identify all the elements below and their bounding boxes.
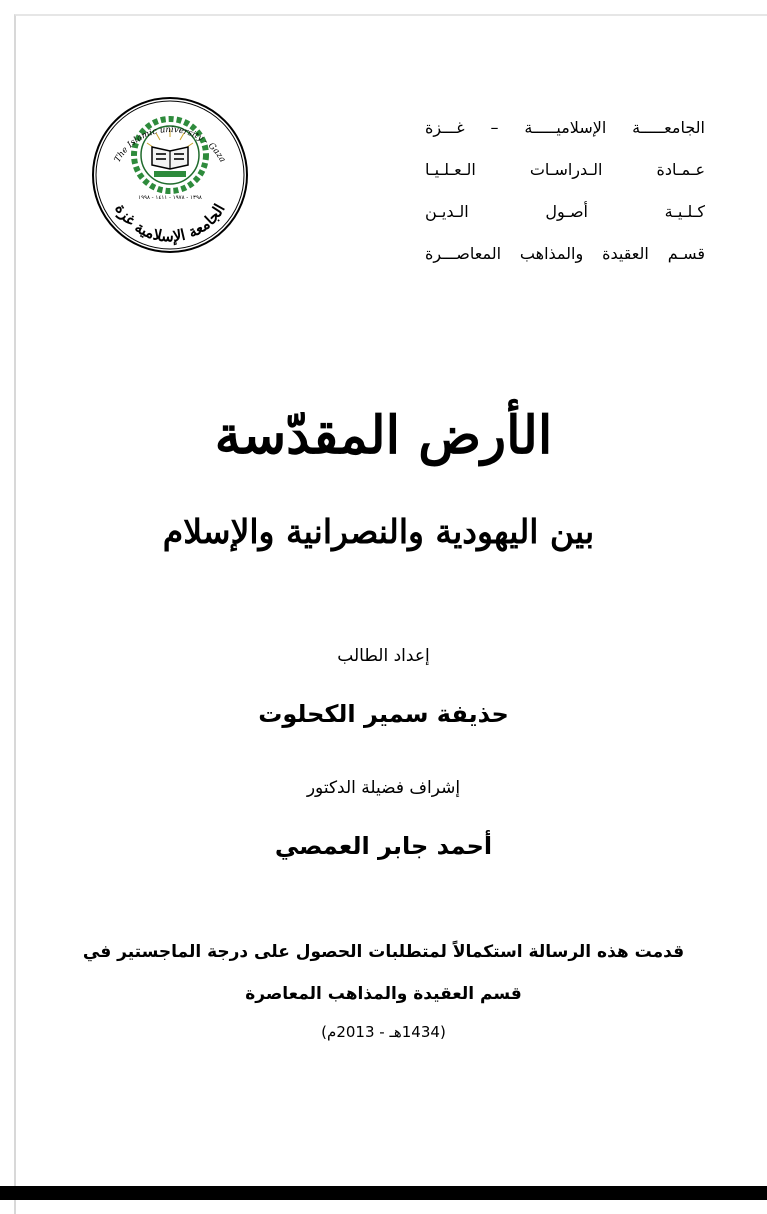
thesis-subtitle: بين اليهودية والنصرانية والإسلام — [162, 512, 595, 551]
university-logo — [90, 95, 250, 255]
submission-date: (1434هـ - 2013م) — [321, 1023, 446, 1041]
bottom-border — [0, 1186, 767, 1200]
svg-text:الجامعة الإسلامية غزة — [111, 201, 228, 246]
faculty-line: كـلـيـة أصـول الـديـن — [425, 202, 705, 221]
submission-line-1: قدمت هذه الرسالة استكمالاً لمتطلبات الحصول على درجة الماجستير في — [82, 942, 685, 962]
student-name: حذيفة سمير الكحلوت — [258, 700, 509, 728]
university-seal-icon — [90, 95, 250, 255]
seal-arabic-text: الجامعة الإسلامية غزة — [111, 200, 229, 246]
header-block — [425, 120, 705, 267]
supervisor-name: أحمد جابر العمصي — [274, 832, 493, 860]
submission-line-2: قسم العقيدة والمذاهب المعاصرة — [245, 984, 522, 1004]
deanship-line: عـمـادة الـدراسـات الـعـلـيـا — [425, 160, 705, 179]
seal-english-text: The Islamic university - Gaza — [112, 124, 228, 165]
supervisor-label: إشراف فضيلة الدكتور — [306, 778, 461, 798]
thesis-title: الأرض المقدّسة — [214, 405, 553, 466]
university-line: الجامعـــــة الإسلاميـــــة – غـــزة — [425, 118, 705, 137]
department-line: قسـم العقيدة والمذاهب المعاصـــرة — [425, 244, 705, 263]
seal-years: ١٣٩٨ - ١٩٧٨ - ١٤١١ - ١٩٩٨ — [138, 195, 202, 201]
prepared-by-label: إعداد الطالب — [337, 646, 430, 666]
